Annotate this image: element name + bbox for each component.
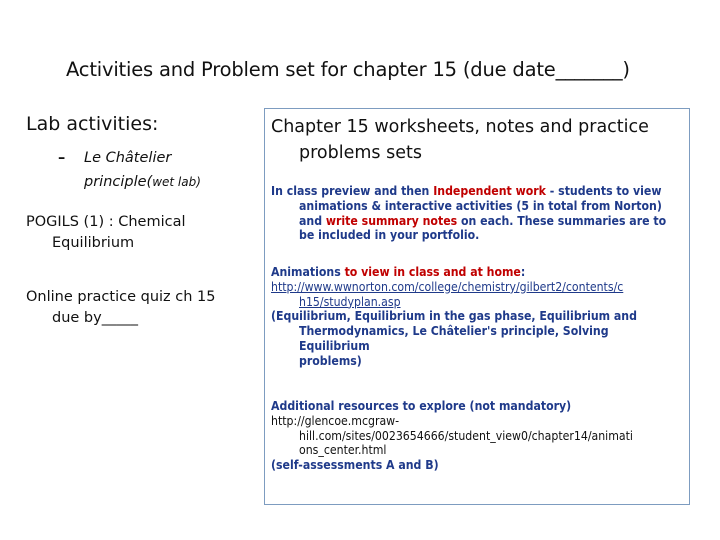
p2-view-in-class: to view in class and at home — [340, 265, 521, 279]
lab-activities-column — [26, 112, 251, 329]
dash-bullet: – — [58, 150, 66, 166]
le-chatelier-line2: principle( — [84, 174, 153, 190]
quiz-line2: due by_____ — [52, 310, 138, 326]
norton-link-line1[interactable]: http://www.wwnorton.com/college/chemistry/gilbert2/contents/c — [271, 279, 624, 294]
animations-paragraph — [271, 265, 683, 369]
p1-text-g: on each. These summaries are to — [457, 213, 667, 228]
p2-topics-line2: Thermodynamics, Le Châtelier's principle, Solving Equilibrium — [299, 324, 609, 353]
worksheets-heading-line1: Chapter 15 worksheets, notes and practice — [271, 117, 649, 137]
worksheets-heading-line2: problems sets — [299, 143, 422, 163]
wet-lab-note: wet lab) — [152, 175, 201, 189]
p1-text-d: animations & interactive activities (5 in total from Norton) — [299, 198, 662, 213]
worksheets-heading — [271, 114, 681, 166]
page-title: Activities and Problem set for chapter 15 (due date_______) — [66, 58, 630, 81]
p1-text-c: - students to view — [545, 184, 662, 198]
pogils-line1: POGILS (1) : Chemical — [26, 214, 186, 230]
independent-work-paragraph — [271, 184, 683, 243]
p1-independent-work: Independent work — [433, 184, 546, 198]
additional-resources-paragraph — [271, 399, 683, 473]
pogils-item — [26, 212, 251, 254]
p3-self-assessments: (self-assessments A and B) — [271, 458, 439, 473]
lab-activities-heading: Lab activities: — [26, 113, 159, 135]
p1-text-a: In class preview and then — [271, 184, 434, 198]
p1-text-e: and — [299, 213, 326, 228]
quiz-line1: Online practice quiz ch 15 — [26, 289, 216, 305]
p1-text-h: be included in your portfolio. — [299, 228, 480, 243]
norton-link-line2[interactable]: h15/studyplan.asp — [299, 294, 401, 309]
pogils-line2: Equilibrium — [52, 235, 135, 251]
quiz-item — [26, 287, 251, 329]
glencoe-link-line2[interactable]: hill.com/sites/0023654666/student_view0/chapter14/animati — [299, 428, 633, 443]
p3-heading: Additional resources to explore (not mandatory) — [271, 399, 572, 413]
p2-topics-line1: (Equilibrium, Equilibrium in the gas phase, Equilibrium and — [271, 309, 637, 324]
le-chatelier-line1: Le Châtelier — [84, 150, 172, 166]
glencoe-link-line1[interactable]: http://glencoe.mcgraw- — [271, 413, 400, 428]
glencoe-link-line3[interactable]: ons_center.html — [299, 443, 387, 458]
p1-write-summary: write summary notes — [325, 213, 458, 228]
p2-animations: Animations — [271, 265, 341, 279]
p2-colon: : — [520, 265, 526, 279]
le-chatelier-item — [26, 146, 251, 194]
p2-topics-line3: problems) — [299, 353, 362, 368]
